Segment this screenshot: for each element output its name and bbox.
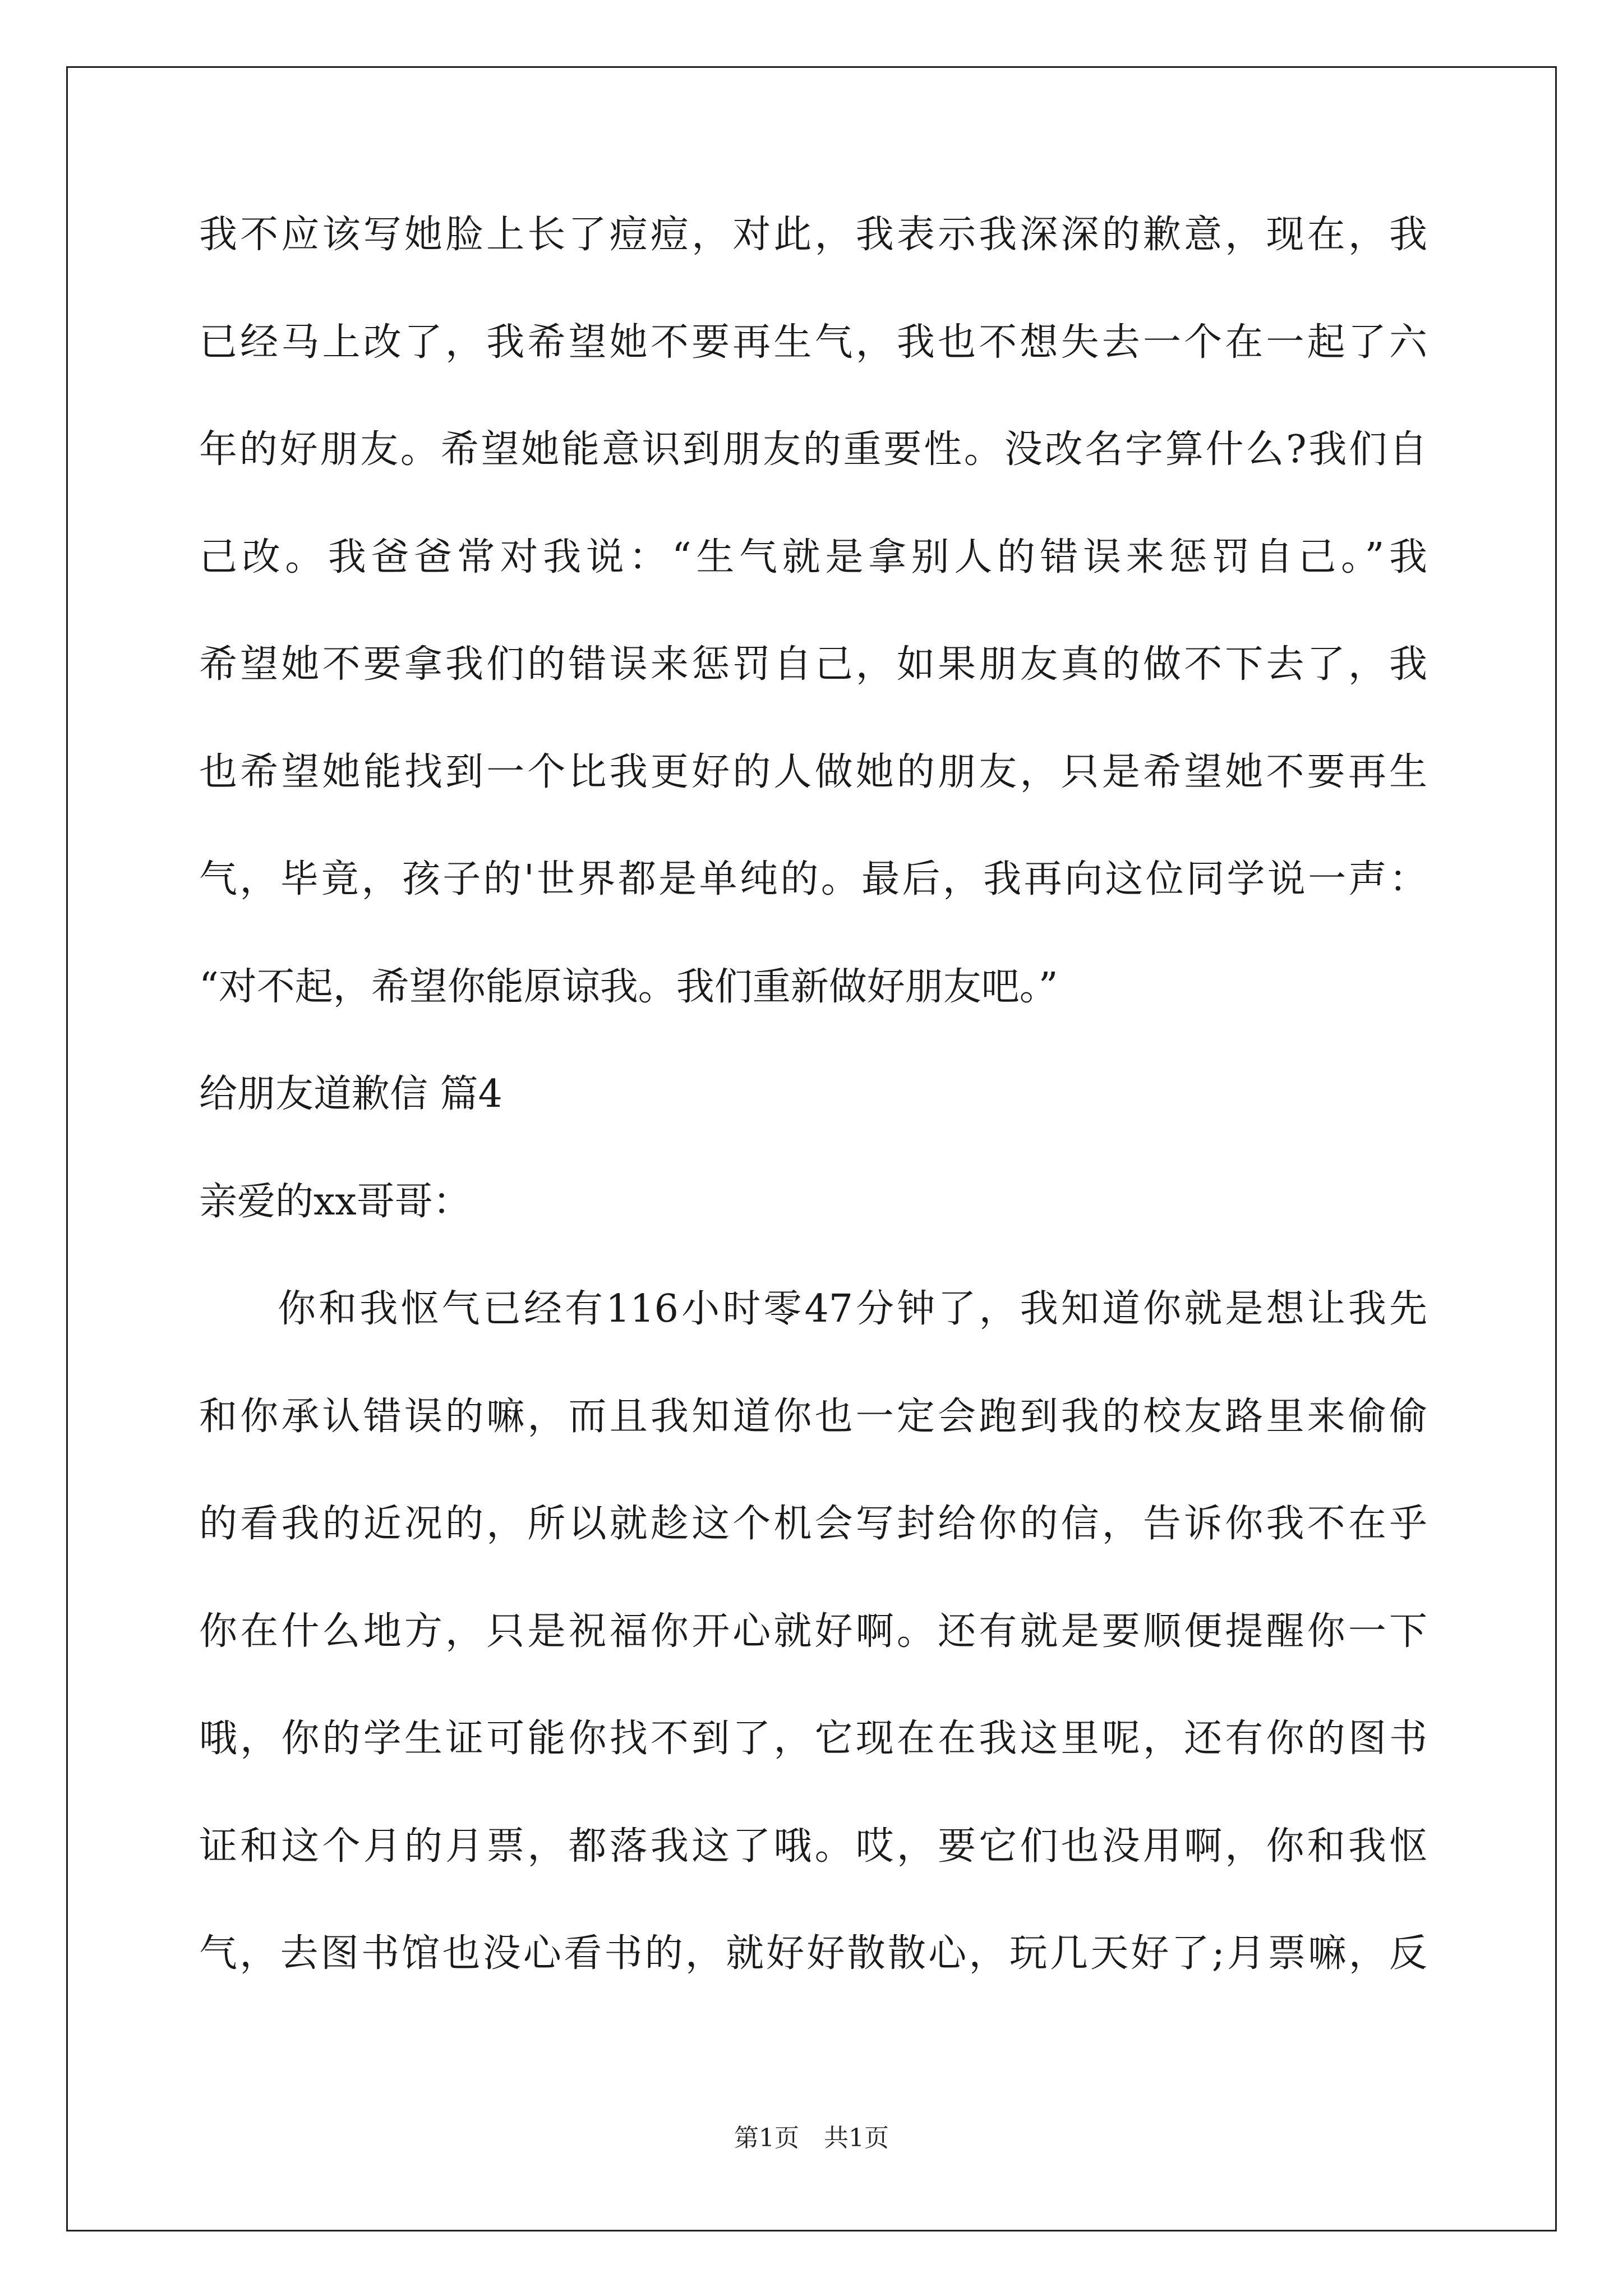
text-line: 我不应该写她脸上长了痘痘，对此，我表示我深深的歉意，现在，我	[199, 213, 1427, 257]
text-line: 你在什么地方，只是祝福你开心就好啊。还有就是要顺便提醒你一下	[199, 1609, 1427, 1654]
text-line: 己改。我爸爸常对我说：“生气就是拿别人的错误来惩罚自己。”我	[199, 535, 1427, 579]
section-heading: 给朋友道歉信 篇4	[199, 1072, 502, 1116]
text-line: 也希望她能找到一个比我更好的人做她的朋友，只是希望她不要再生	[199, 749, 1427, 794]
text-line: 希望她不要拿我们的错误来惩罚自己，如果朋友真的做不下去了，我	[199, 642, 1427, 687]
text-line: 和你承认错误的嘛，而且我知道你也一定会跑到我的校友路里来偷偷	[199, 1394, 1427, 1439]
text-line: “对不起，希望你能原谅我。我们重新做好朋友吧。”	[199, 964, 1058, 1009]
text-line: 你和我怄气已经有116小时零47分钟了，我知道你就是想让我先	[278, 1287, 1427, 1331]
text-line: 年的好朋友。希望她能意识到朋友的重要性。没改名字算什么?我们自	[199, 427, 1427, 472]
text-line: 证和这个月的月票，都落我这了哦。哎，要它们也没用啊，你和我怄	[199, 1824, 1427, 1869]
page-indicator: 第1页 共1页	[734, 2124, 889, 2152]
text-line: 气，毕竟，孩子的'世界都是单纯的。最后，我再向这位同学说一声：	[199, 857, 1427, 901]
text-line: 气，去图书馆也没心看书的，就好好散散心，玩几天好了;月票嘛，反	[199, 1931, 1427, 1976]
text-line: 的看我的近况的，所以就趁这个机会写封给你的信，告诉你我不在乎	[199, 1502, 1427, 1546]
document-body	[199, 213, 1427, 2042]
salutation: 亲爱的xx哥哥：	[199, 1179, 471, 1224]
text-line: 已经马上改了，我希望她不要再生气，我也不想失去一个在一起了六	[199, 320, 1427, 365]
text-line: 哦，你的学生证可能你找不到了，它现在在我这里呢，还有你的图书	[199, 1717, 1427, 1761]
